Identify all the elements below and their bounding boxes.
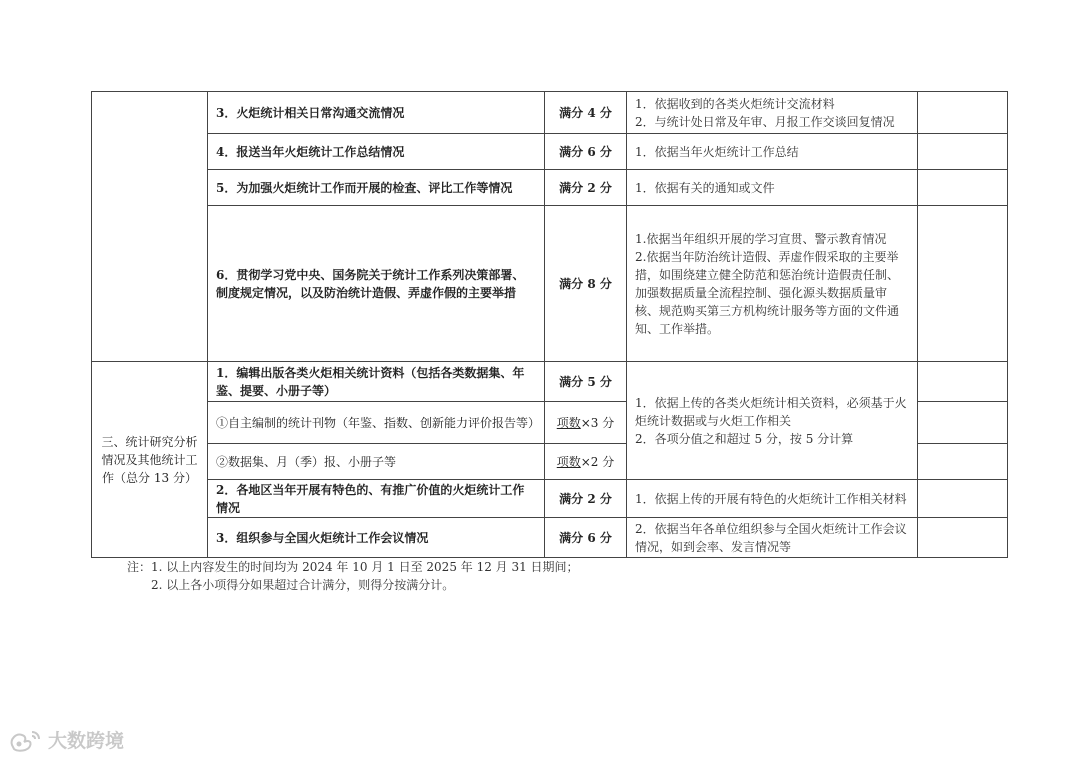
item-cell: 2．各地区当年开展有特色的、有推广价值的火炬统计工作情况 (208, 480, 545, 518)
item-cell: 3．组织参与全国火炬统计工作会议情况 (208, 518, 545, 558)
basis-line: 2．与统计处日常及年审、月报工作交谈回复情况 (635, 114, 895, 129)
remark-cell (918, 362, 1008, 402)
basis-cell (627, 170, 918, 206)
score-cell: 满分 4 分 (545, 92, 627, 134)
basis-line: 1．依据上传的开展有特色的火炬统计工作相关材料 (635, 491, 907, 506)
basis-cell (627, 92, 918, 134)
item-cell: 6．贯彻学习党中央、国务院关于统计工作系列决策部署、制度规定情况，以及防治统计造假、弄虚作假的主要举措 (208, 206, 545, 362)
basis-cell (627, 518, 918, 558)
table-row (92, 170, 1008, 206)
basis-line: 1．依据当年火炬统计工作总结 (635, 144, 799, 159)
item-cell: 3．火炬统计相关日常沟通交流情况 (208, 92, 545, 134)
score-suffix: ×3 分 (580, 415, 615, 430)
basis-line: 1.依据当年组织开展的学习宣贯、警示教育情况 (635, 231, 887, 246)
score-cell: 满分 2 分 (545, 170, 627, 206)
basis-line: 2．各项分值之和超过 5 分，按 5 分计算 (635, 431, 854, 446)
basis-line: 2．依据当年各单位组织参与全国火炬统计工作会议情况，如到会率、发言情况等 (635, 521, 907, 554)
basis-cell (627, 206, 918, 362)
score-cell (545, 402, 627, 444)
basis-line: 2.依据当年防治统计造假、弄虚作假采取的主要举措，如围绕建立健全防范和惩治统计造假责任制、加强数据质量全流程控制、强化源头数据质量审核、规范购买第三方机构统计服务等方面的文件通知、工作举措。 (635, 249, 900, 336)
table-row (92, 480, 1008, 518)
table-row (92, 518, 1008, 558)
remark-cell (918, 480, 1008, 518)
table-row (92, 362, 1008, 402)
remark-cell (918, 402, 1008, 444)
watermark-text: 大数跨境 (48, 730, 125, 752)
basis-line: 1．依据上传的各类火炬统计相关资料，必须基于火炬统计数据或与火炬工作相关 (635, 395, 907, 428)
footnotes (127, 558, 579, 594)
score-cell: 满分 6 分 (545, 134, 627, 170)
item-cell: ①自主编制的统计刊物（年鉴、指数、创新能力评价报告等） (208, 402, 545, 444)
remark-cell (918, 92, 1008, 134)
score-cell: 满分 6 分 (545, 518, 627, 558)
watermark (8, 726, 124, 753)
remark-cell (918, 134, 1008, 170)
basis-line: 1．依据有关的通知或文件 (635, 180, 775, 195)
category-cell-empty (92, 92, 208, 362)
category-cell: 三、统计研究分析情况及其他统计工作（总分 13 分） (92, 362, 208, 558)
table-row (92, 206, 1008, 362)
basis-cell (627, 134, 918, 170)
scoring-table (91, 91, 1008, 558)
score-prefix: 项数 (556, 454, 581, 469)
weibo-logo-icon (8, 727, 42, 753)
item-cell: 5．为加强火炬统计工作而开展的检查、评比工作等情况 (208, 170, 545, 206)
score-cell: 满分 5 分 (545, 362, 627, 402)
table-row (92, 134, 1008, 170)
remark-cell (918, 170, 1008, 206)
basis-cell (627, 362, 918, 480)
footnote-1: 注：1. 以上内容发生的时间均为 2024 年 10 月 1 日至 2025 年 12 月 31 日期间； (127, 560, 579, 574)
item-cell: 1．编辑出版各类火炬相关统计资料（包括各类数据集、年鉴、提要、小册子等） (208, 362, 545, 402)
remark-cell (918, 518, 1008, 558)
remark-cell (918, 206, 1008, 362)
score-cell: 满分 8 分 (545, 206, 627, 362)
item-cell: ②数据集、月（季）报、小册子等 (208, 444, 545, 480)
basis-cell (627, 480, 918, 518)
table-row (92, 92, 1008, 134)
score-suffix: ×2 分 (580, 454, 615, 469)
item-cell: 4．报送当年火炬统计工作总结情况 (208, 134, 545, 170)
score-prefix: 项数 (556, 415, 581, 430)
score-cell: 满分 2 分 (545, 480, 627, 518)
remark-cell (918, 444, 1008, 480)
basis-line: 1．依据收到的各类火炬统计交流材料 (635, 96, 835, 111)
footnote-2: 2. 以上各小项得分如果超过合计满分，则得分按满分计。 (151, 578, 455, 592)
score-cell (545, 444, 627, 480)
